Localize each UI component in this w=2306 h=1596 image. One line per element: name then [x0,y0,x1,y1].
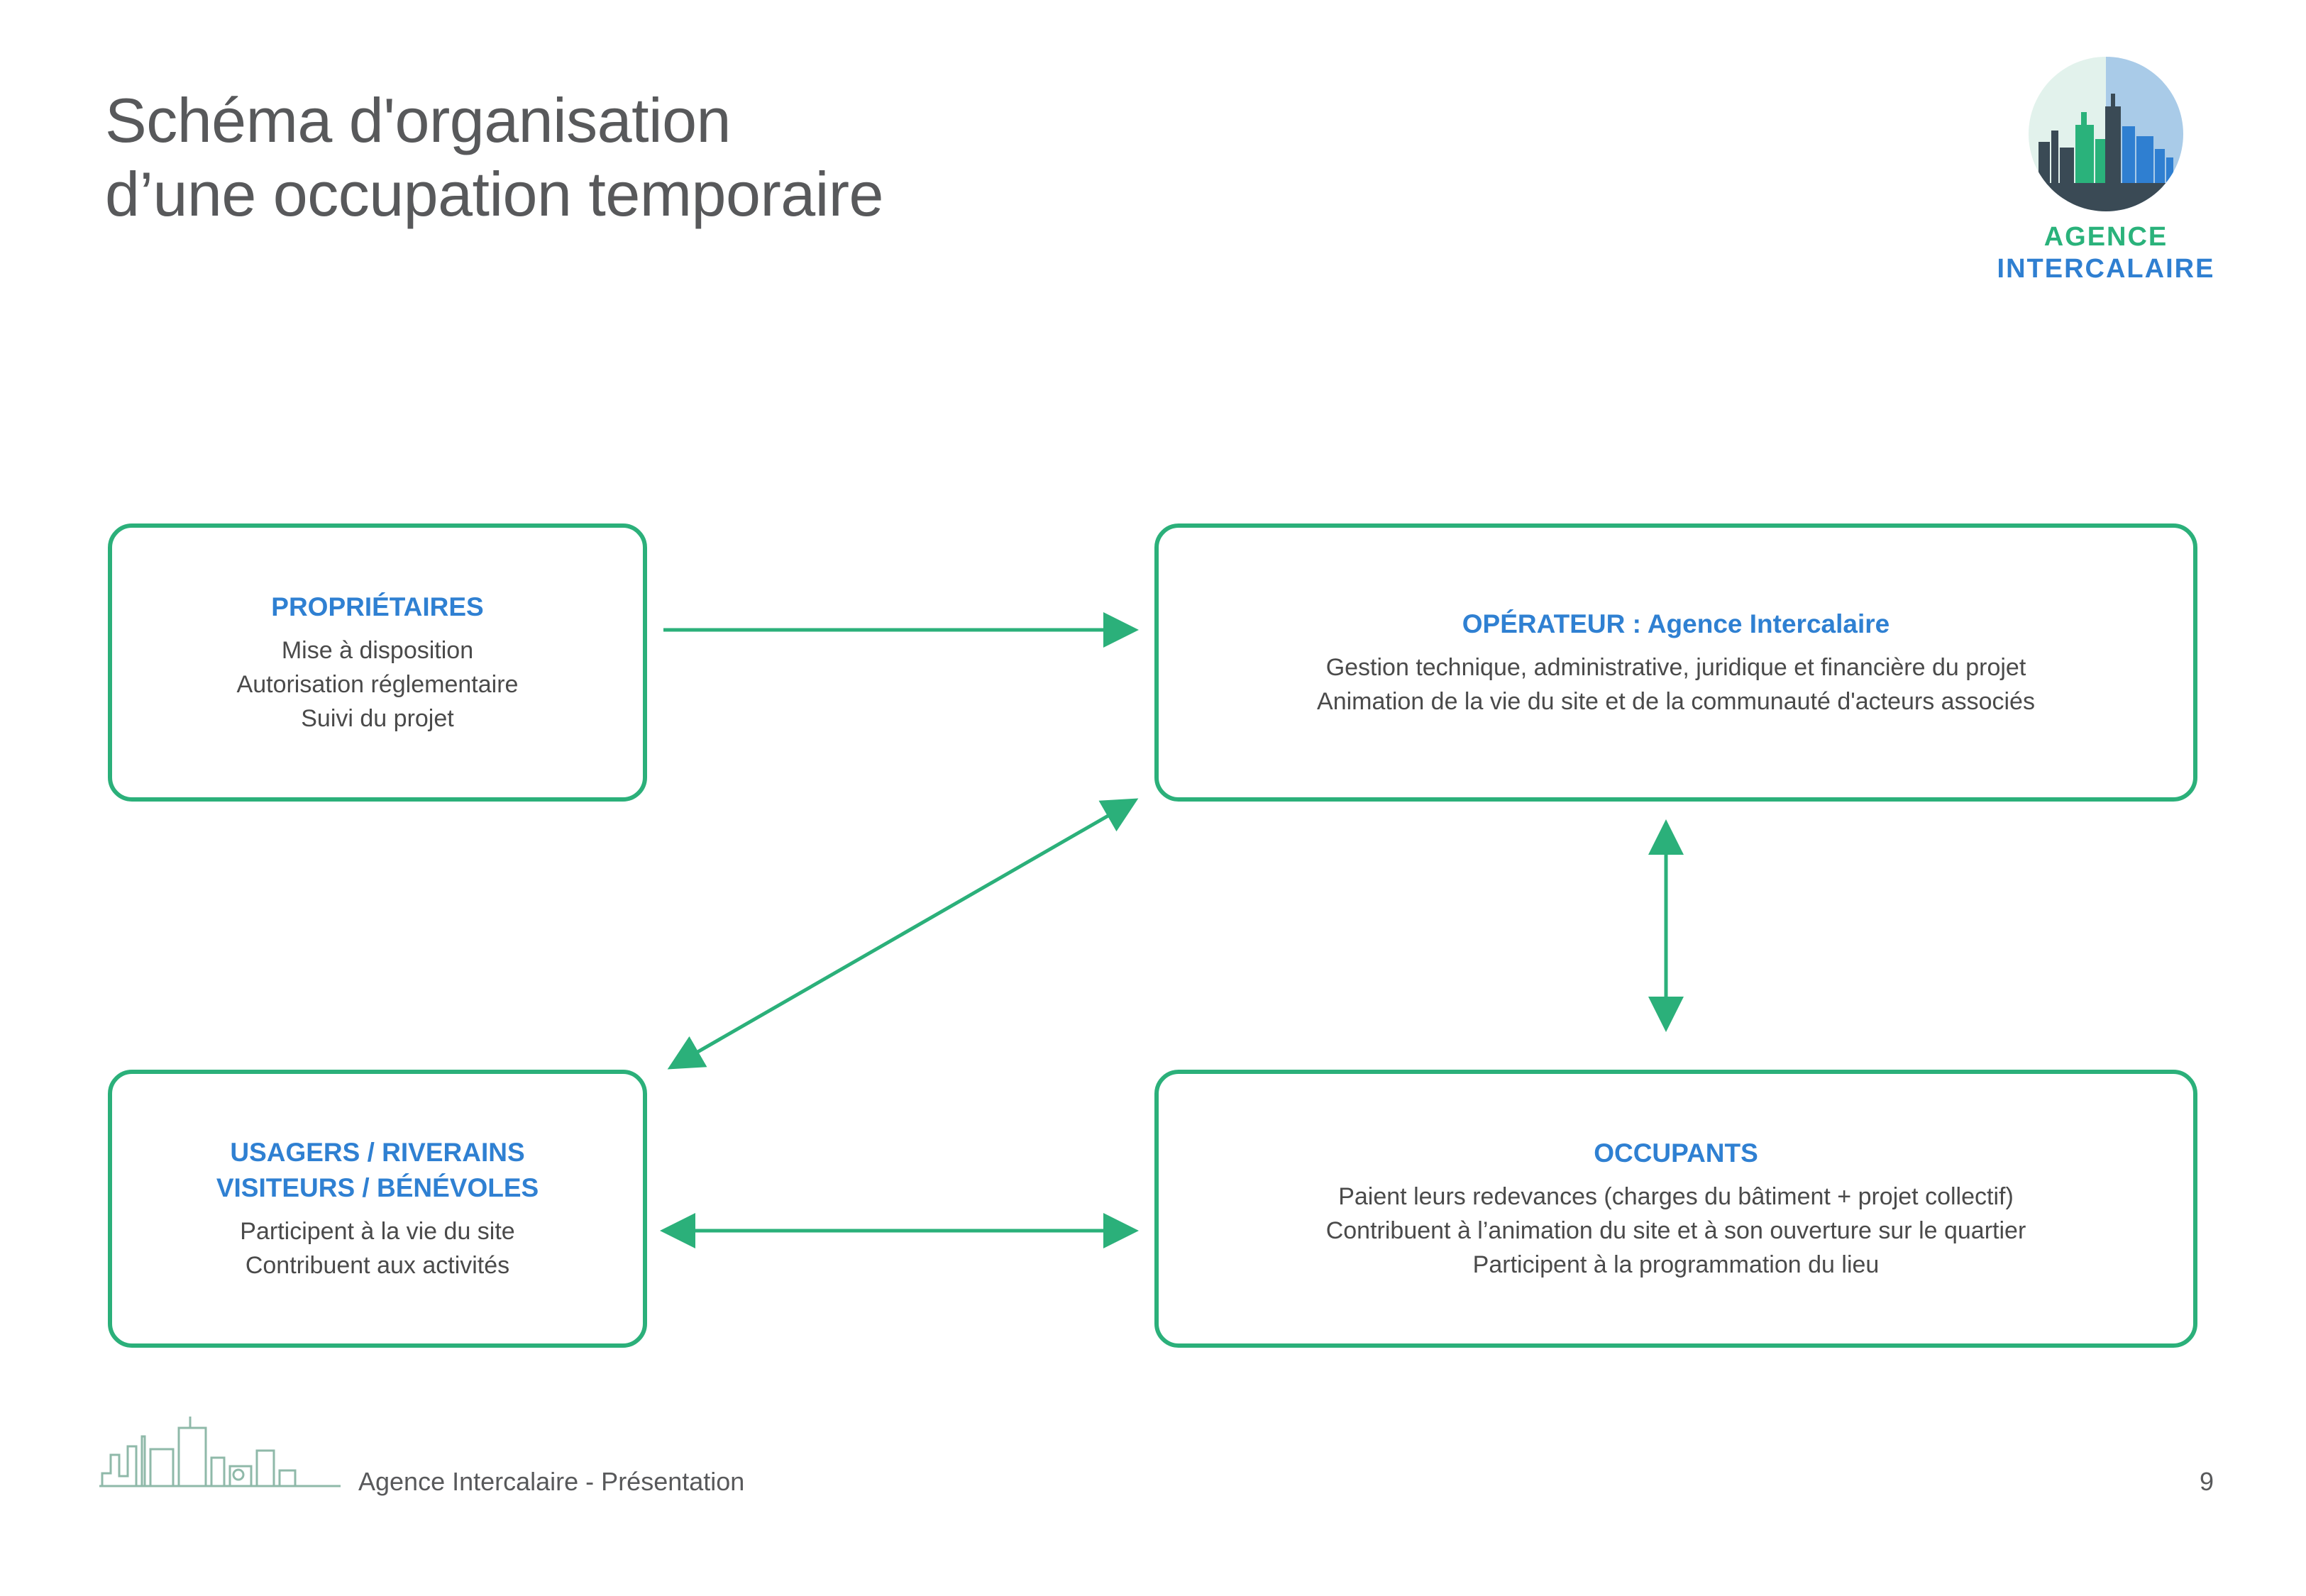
arrow-operateur-usagers [671,800,1135,1068]
logo-wordmark [1964,221,2248,285]
diagram-box-title [216,1135,539,1206]
logo [1964,57,2248,291]
diagram-box-title-line: PROPRIÉTAIRES [271,592,484,621]
logo-skyline-icon [2029,57,2183,211]
page-title-line-2: d’une occupation temporaire [105,158,883,229]
diagram-box-body-line: Participent à la programmation du lieu [1472,1251,1880,1279]
diagram-box-body-line: Participent à la vie du site [240,1217,515,1245]
diagram-box-body-line: Autorisation réglementaire [236,670,519,698]
diagram-box-body-line: Contribuent à l’animation du site et à son ouverture sur le quartier [1325,1217,2026,1244]
footer-text: Agence Intercalaire - Présentation [358,1467,745,1496]
diagram-box-body [1317,650,2035,719]
diagram-box-title-line: USAGERS / RIVERAINS [230,1137,525,1167]
diagram-box-body-line: Gestion technique, administrative, juridique et financière du projet [1325,653,2026,681]
diagram-box-title [271,589,483,625]
diagram-box-body [240,1214,514,1283]
diagram-box-title [1462,606,1890,642]
page-title [105,84,1453,231]
diagram-box-title [1594,1136,1758,1171]
diagram-box-body [237,633,519,736]
diagram-box-title-line: OCCUPANTS [1594,1138,1758,1168]
diagram-box-body-line: Suivi du projet [301,705,454,733]
logo-line-2: INTERCALAIRE [1997,253,2215,284]
diagram-box-title-line: OPÉRATEUR : Agence Intercalaire [1462,609,1890,638]
diagram-box-body [1326,1180,2026,1282]
diagram-box-body-line: Animation de la vie du site et de la communauté d'acteurs associés [1317,687,2035,715]
page-number: 9 [2199,1467,2214,1496]
diagram-box-body-line: Paient leurs redevances (charges du bâtiment + projet collectif) [1338,1182,2014,1210]
footer-skyline-icon [99,1408,341,1493]
page-title-line-1: Schéma d'organisation [105,85,731,155]
diagram-box-title-line: VISITEURS / BÉNÉVOLES [216,1173,539,1202]
diagram-box-proprietaires[interactable] [108,523,647,802]
logo-circle-icon [2029,57,2183,211]
diagram-box-operateur[interactable] [1154,523,2197,802]
diagram-box-body-line: Mise à disposition [281,636,474,664]
diagram-box-usagers[interactable] [108,1070,647,1348]
logo-line-1: AGENCE [2043,222,2168,252]
diagram-box-occupants[interactable] [1154,1070,2197,1348]
diagram-box-body-line: Contribuent aux activités [245,1251,510,1279]
